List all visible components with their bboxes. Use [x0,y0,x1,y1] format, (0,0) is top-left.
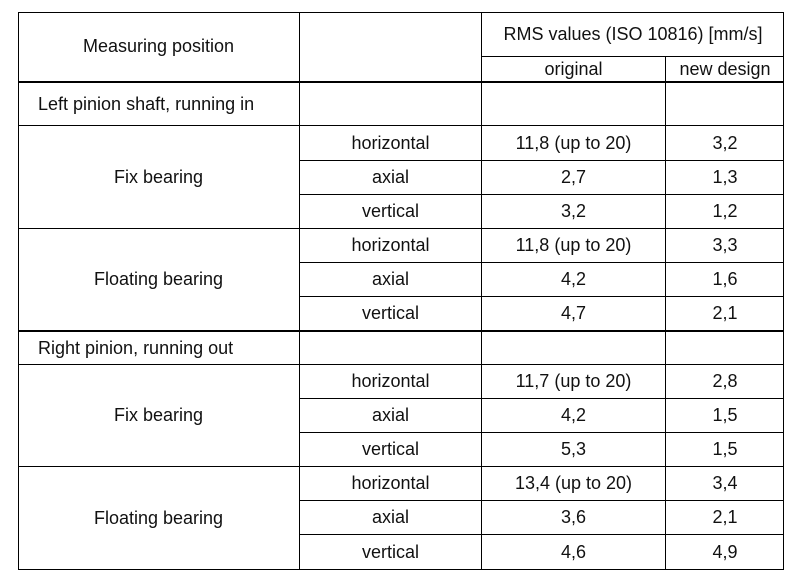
value-original: 3,6 [560,507,587,527]
value-new-design: 1,3 [712,167,738,187]
value-original: 5,3 [560,439,587,459]
value-original: 3,2 [560,201,587,221]
direction: horizontal [351,473,430,493]
value-new-design: 4,9 [712,541,738,562]
value-new-design: 3,4 [712,473,738,493]
direction: axial [371,167,410,187]
value-new-design: 2,1 [712,303,738,323]
value-original: 11,7 (up to 20) [515,371,632,391]
header-original: original [544,58,603,79]
group-name: Floating bearing [93,507,224,528]
direction: vertical [361,303,419,323]
section-title: Right pinion, running out [38,337,234,358]
value-original: 11,8 (up to 20) [515,132,632,153]
direction: axial [371,269,410,289]
direction: axial [371,405,410,425]
group-name: Floating bearing [93,269,224,289]
value-new-design: 3,2 [712,132,738,153]
value-new-design: 1,5 [712,439,738,459]
value-original: 4,2 [560,269,587,289]
value-original: 2,7 [560,167,587,187]
value-new-design: 2,1 [712,507,738,527]
value-new-design: 1,5 [712,405,738,425]
group-name: Fix bearing [113,166,204,187]
value-original: 4,7 [560,303,587,323]
direction: horizontal [351,371,430,391]
value-new-design: 1,6 [712,269,738,289]
header-measuring-position: Measuring position [82,36,235,56]
rms-values-table [18,12,784,570]
direction: horizontal [351,132,430,153]
direction: axial [371,507,410,527]
section-title: Left pinion shaft, running in [38,93,255,114]
value-new-design: 1,2 [712,201,738,221]
direction: vertical [361,201,419,221]
group-name: Fix bearing [113,405,204,425]
value-original: 13,4 (up to 20) [514,473,633,493]
header-rms-values: RMS values (ISO 10816) [mm/s] [503,23,763,44]
value-original: 4,6 [560,541,587,562]
direction: vertical [361,541,419,562]
value-new-design: 3,3 [712,235,738,255]
direction: horizontal [351,235,430,255]
value-original: 11,8 (up to 20) [515,235,632,255]
header-new-design: new design [679,58,771,79]
value-original: 4,2 [560,405,587,425]
direction: vertical [361,439,419,459]
border-bottom [18,569,784,570]
value-new-design: 2,8 [712,371,738,391]
